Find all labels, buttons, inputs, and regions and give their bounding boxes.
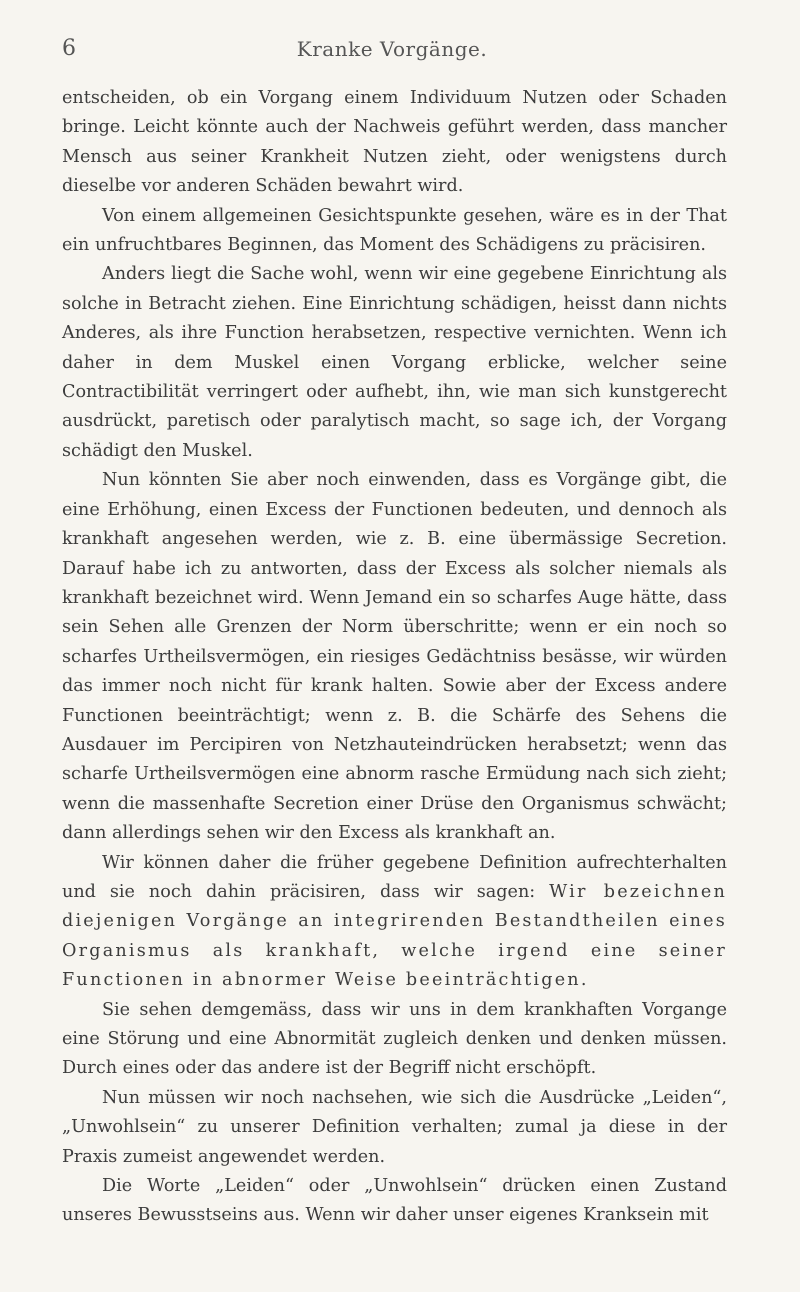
paragraph: Von einem allgemeinen Gesichtspunkte gesehen, wäre es in der That ein unfruchtbares Beginnen, das Moment des Schädigens zu präcisiren.	[62, 205, 727, 256]
definition-paragraph	[62, 849, 727, 996]
running-title: Kranke Vorgänge.	[296, 37, 488, 61]
definition-emphasis: Wir bezeichnen diejenigen Vorgänge an integrirenden Bestandtheilen eines Organismus als krankhaft, welche irgend eine seiner Functionen in abnormer Weise beeinträchtigen.	[62, 881, 727, 991]
page-number: 6	[62, 36, 76, 61]
paragraph: entscheiden, ob ein Vorgang einem Individuum Nutzen oder Schaden bringe. Leicht könnte auch der Nachweis geführt werden, dass mancher Mensch aus seiner Krankheit Nutzen zieht, oder wenigstens durch dieselbe vor anderen Schäden bewahrt wird.	[62, 88, 727, 197]
running-head	[62, 34, 722, 64]
paragraph: Die Worte „Leiden“ oder „Unwohlsein“ drücken einen Zustand unseres Bewusstseins aus. Wenn wir daher unser eigenes Kranksein mit	[62, 1176, 727, 1226]
body-text	[62, 84, 727, 1231]
paragraph: Nun könnten Sie aber noch einwenden, dass es Vorgänge gibt, die eine Erhöhung, einen Excess der Functionen bedeuten, und dennoch als krankhaft angesehen werden, wie z. B. eine übermässige Secretion. Darauf habe ich zu antworten, dass der Excess als solcher niemals als krankhaft bezeichnet wird. Wenn Jemand ein so scharfes Auge hätte, dass sein Sehen alle Grenzen der Norm überschritte; wenn er ein noch so scharfes Urtheilsvermögen, ein riesiges Gedächtniss besässe, wir würden das immer noch nicht für krank halten. Sowie aber der Excess andere Functionen beeinträchtigt; wenn z. B. die Schärfe des Sehens die Ausdauer im Percipiren von Netzhauteindrücken herabsetzt; wenn das scharfe Urtheilsvermögen eine abnorm rasche Ermüdung nach sich zieht; wenn die massenhafte Secretion einer Drüse den Organismus schwächt; dann allerdings sehen wir den Excess als krankhaft an.	[62, 470, 727, 844]
paragraph: Anders liegt die Sache wohl, wenn wir eine gegebene Einrichtung als solche in Betracht ziehen. Eine Einrichtung schädigen, heisst dann nichts Anderes, als ihre Function herabsetzen, respective vernichten. Wenn ich daher in dem Muskel einen Vorgang erblicke, welcher seine Contractibilität verringert oder aufhebt, ihn, wie man sich kunstgerecht ausdrückt, paretisch oder paralytisch macht, so sage ich, der Vorgang schädigt den Muskel.	[62, 264, 727, 461]
paragraph: Nun müssen wir noch nachsehen, wie sich die Ausdrücke „Leiden“, „Unwohlsein“ zu unserer Definition verhalten; zumal ja diese in der Praxis zumeist angewendet werden.	[62, 1087, 727, 1167]
definition-lead: Wir können daher die früher gegebene Definition aufrechterhalten und sie noch dahin präcisiren, dass wir sagen:	[62, 852, 727, 902]
paragraph: Sie sehen demgemäss, dass wir uns in dem krankhaften Vorgange eine Störung und eine Abnormität zugleich denken und denken müssen. Durch eines oder das andere ist der Begriff nicht erschöpft.	[62, 999, 727, 1079]
